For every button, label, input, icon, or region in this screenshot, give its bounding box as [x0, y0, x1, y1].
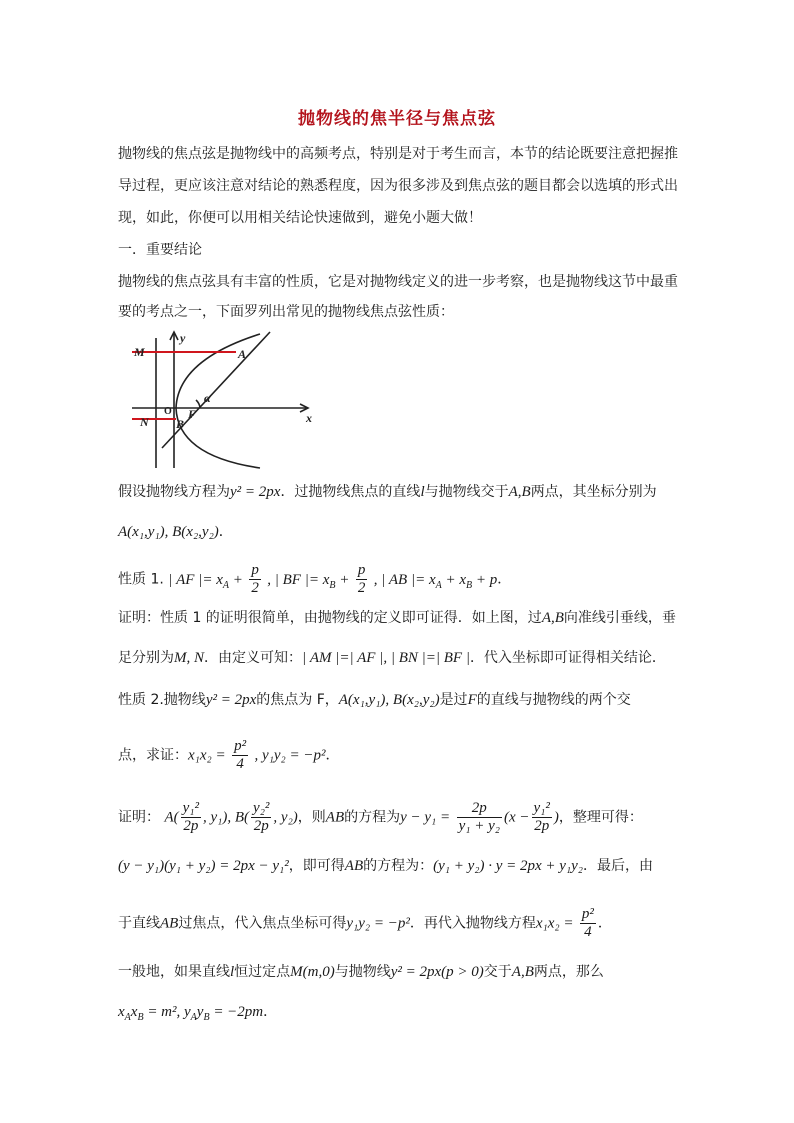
label-y: y	[180, 331, 186, 345]
intro-line-3: 现，如此，你便可以用相关结论快速做到，避免小题大做！	[118, 210, 482, 226]
property-2-line-1: 性质 2.抛物线y² = 2px的焦点为 F，A(x₁,y₁), B(x₂,y₂)是过F的直线与抛物线的两个交	[118, 692, 631, 708]
general-line-2: $x_Ax_B = m^2$, $y_Ay_B = -2pm$．	[118, 1004, 278, 1023]
general-line-1: 一般地，如果直线l恒过定点M(m,0)与抛物线y² = 2px(p > 0)交于A,B两点，那么	[118, 964, 604, 980]
parabola-figure	[130, 330, 320, 470]
para2-line-2: 要的考点之一，下面罗列出常见的抛物线焦点弦性质：	[118, 304, 454, 320]
label-B: B	[176, 417, 185, 431]
section-heading: 一．重要结论	[118, 242, 202, 258]
label-alpha: α	[204, 391, 211, 405]
proof-2-line-1: 证明： A( $\frac{\text{y₁²}}{2p}$ , y₁), B( $\frac{\text{y₂²}}{2p}$ , y₂)，则AB的方程为y − y₁ = $\frac{2p}{\text{y₁ + y₂}}$ (x − $\frac{\text{y₁²}}{2p}$ )，整理可得：	[118, 800, 643, 834]
label-x: x	[306, 411, 312, 425]
angle-arc	[196, 400, 200, 408]
label-F: F	[188, 407, 197, 421]
proof-2-line-3: 于直线AB过焦点，代入焦点坐标可得y₁y₂ = −p²．再代入抛物线方程x₁x₂ = $\frac{\text{p²}}{4}$ ．	[118, 906, 612, 940]
proof-1-line-2: 足分别为M, N．由定义可知：| AM |=| AF |, | BN |=| BF |．代入坐标即可证得相关结论．	[118, 650, 666, 666]
property-1: 性质 1. | AF |= $x_A$ + $\frac{p}{2}$ , | BF |= $x_B$ + $\frac{p}{2}$ , | AB |= $x_A + x_B + p$．	[118, 562, 512, 596]
text-line-2: A(x₁,y₁), B(x₂,y₂)．	[118, 524, 233, 540]
label-O: O	[164, 406, 172, 417]
label-M: M	[134, 345, 145, 359]
proof-2-line-2: (y − y₁)(y₁ + y₂) = 2px − y₁²，即可得AB的方程为：(y₁ + y₂) · y = 2px + y₁y₂．最后，由	[118, 858, 654, 874]
property-2-line-2: 点，求证：x₁x₂ = $\frac{\text{p²}}{4}$ , y₁y₂ = −p²．	[118, 738, 340, 772]
para2-line-1: 抛物线的焦点弦具有丰富的性质，它是对抛物线定义的进一步考察，也是抛物线这节中最重	[118, 274, 678, 290]
page-title: 抛物线的焦半径与焦点弦	[298, 109, 496, 129]
intro-line-1: 抛物线的焦点弦是抛物线中的高频考点，特别是对于考生而言，本节的结论既要注意把握推	[118, 146, 678, 162]
label-N: N	[140, 415, 149, 429]
label-A: A	[238, 347, 247, 361]
parabola-curve	[176, 334, 260, 468]
intro-line-2: 导过程，更应该注意对结论的熟悉程度，因为很多涉及到焦点弦的题目都会以选填的形式出	[118, 178, 678, 194]
proof-1-line-1: 证明：性质 1 的证明很简单，由抛物线的定义即可证得．如上图，过A,B向准线引垂线，垂	[118, 610, 676, 626]
text-line-1: 假设抛物线方程为y² = 2px．过抛物线焦点的直线l与抛物线交于A,B两点，其坐标分别为	[118, 484, 657, 500]
